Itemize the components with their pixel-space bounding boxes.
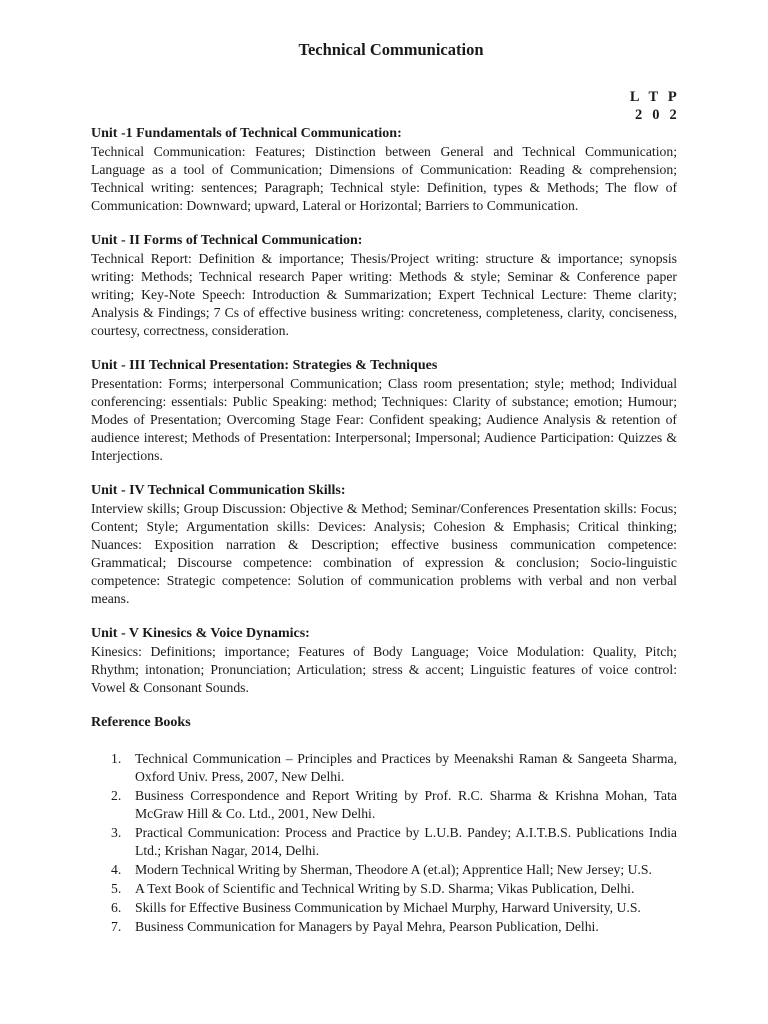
list-item-text: Technical Communication – Principles and Practices by Meenakshi Raman & Sangeeta Sharma, Oxford Univ. Press, 2007, New Delhi. — [135, 751, 677, 784]
list-item — [91, 899, 677, 917]
unit-heading: Unit -1 Fundamentals of Technical Communication: — [91, 126, 402, 141]
list-item-number: 3. — [111, 825, 122, 840]
list-item-text: Modern Technical Writing by Sherman, Theodore A (et.al); Apprentice Hall; New Jersey; U.S. — [135, 862, 652, 877]
unit-body: Technical Report: Definition & importance; Thesis/Project writing: structure & importance; synopsis writing: Methods; Technical research Paper writing: Methods & style; Seminar & Conference paper writing; Key-Note Speech: Introduction & Summarization; Expert Technical Lecture: Theme clarity; Analysis & Findings; 7 Cs of effective business writing: concreteness, completeness, clarity, conciseness, courtesy, correctness, consideration. — [91, 251, 677, 338]
list-item — [91, 750, 677, 786]
unit-body: Kinesics: Definitions; importance; Features of Body Language; Voice Modulation: Quality, Pitch; Rhythm; intonation; Pronunciation; Articulation; stress & accent; Linguistic features of voice control: Vowel & Consonant Sounds. — [91, 644, 677, 695]
unit-body: Presentation: Forms; interpersonal Communication; Class room presentation; style; method; Individual conferencing: essentials: Public Speaking: method; Techniques: Clarity of substance; emotion; Humour; Modes of Presentation; Overcoming Stage Fear: Confident speaking; Audience Analysis & retention of audience interest; Methods of Presentation: Interpersonal; Impersonal; Audience Participation: Quizzes & Interjections. — [91, 376, 677, 463]
list-item-number: 1. — [111, 751, 122, 766]
unit-3 — [91, 357, 677, 465]
ltp-labels: L T P — [629, 89, 680, 105]
ltp-values: 2 0 2 — [635, 107, 680, 123]
unit-2 — [91, 232, 677, 340]
list-item-number: 6. — [111, 900, 122, 915]
list-item-text: Practical Communication: Process and Practice by L.U.B. Pandey; A.I.T.B.S. Publications India Ltd.; Krishan Nagar, 2014, Delhi. — [135, 825, 677, 858]
list-item-text: A Text Book of Scientific and Technical Writing by S.D. Sharma; Vikas Publication, Delhi. — [135, 881, 635, 896]
document-page — [91, 40, 680, 937]
ltp-block — [91, 88, 680, 124]
unit-heading: Unit - V Kinesics & Voice Dynamics: — [91, 626, 310, 641]
list-item — [91, 918, 677, 936]
list-item — [91, 861, 677, 879]
list-item-text: Business Correspondence and Report Writing by Prof. R.C. Sharma & Krishna Mohan, Tata McGraw Hill & Co. Ltd., 2001, New Delhi. — [135, 788, 677, 821]
list-item-number: 5. — [111, 881, 122, 896]
list-item-number: 4. — [111, 862, 122, 877]
unit-1 — [91, 125, 677, 215]
list-item — [91, 880, 677, 898]
list-item-number: 2. — [111, 788, 122, 803]
list-item — [91, 824, 677, 860]
list-item — [91, 787, 677, 823]
document-title: Technical Communication — [298, 40, 484, 59]
unit-body: Interview skills; Group Discussion: Objective & Method; Seminar/Conferences Presentation skills: Focus; Content; Style; Argumentation skills: Devices: Analysis; Cohesion & Emphasis; Critical thinking; Nuances: Exposition narration & Description; effective business communication competence: Grammatical; Discourse competence: combination of expression & conclusion; Socio-linguistic competence: Strategic competence: Solution of communication problems with verbal and non verbal means. — [91, 501, 677, 606]
unit-5 — [91, 625, 677, 697]
unit-body: Technical Communication: Features; Distinction between General and Technical Communication; Language as a tool of Communication; Dimensions of Communication: Reading & comprehension; Technical writing: sentences; Paragraph; Technical style: Definition, types & Methods; The flow of Communication: Downward; upward, Lateral or Horizontal; Barriers to Communication. — [91, 144, 677, 213]
list-item-text: Skills for Effective Business Communication by Michael Murphy, Harward University, U.S. — [135, 900, 641, 915]
list-item-number: 7. — [111, 919, 122, 934]
unit-heading: Unit - IV Technical Communication Skills: — [91, 483, 346, 498]
unit-heading: Unit - III Technical Presentation: Strategies & Techniques — [91, 358, 438, 373]
reference-books-heading: Reference Books — [91, 715, 191, 730]
reference-list — [91, 750, 677, 936]
unit-heading: Unit - II Forms of Technical Communication: — [91, 233, 363, 248]
list-item-text: Business Communication for Managers by Payal Mehra, Pearson Publication, Delhi. — [135, 919, 599, 934]
unit-4 — [91, 482, 677, 608]
